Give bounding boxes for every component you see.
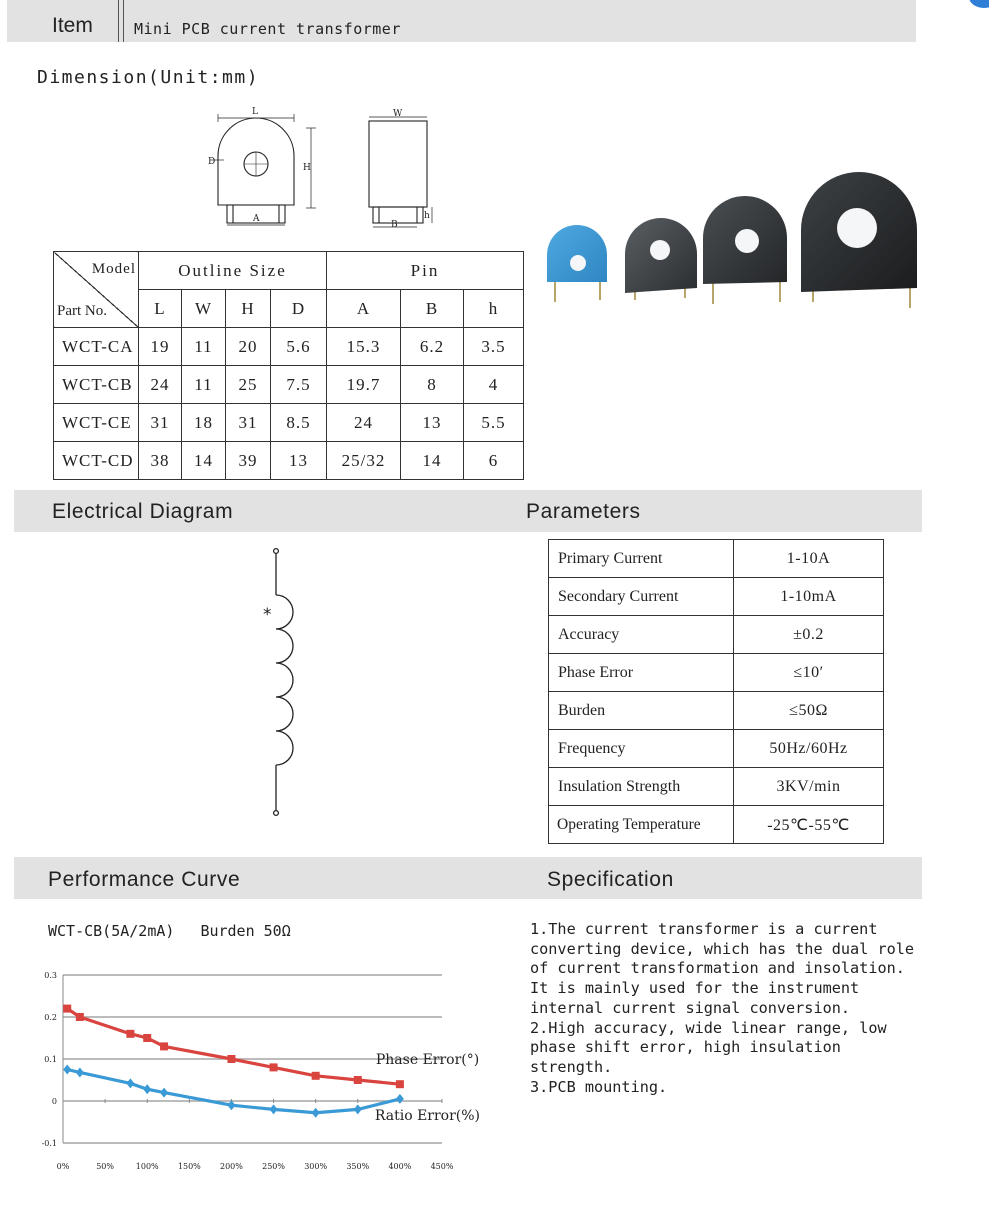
- table-cell: 39: [226, 442, 271, 480]
- side-body: [369, 121, 427, 207]
- table-cell: 15.3: [327, 328, 401, 366]
- corner-cell: [54, 252, 139, 328]
- y-tick-label: 0.3: [44, 971, 57, 980]
- param-name: Secondary Current: [549, 578, 734, 616]
- data-point: [63, 1065, 71, 1075]
- data-point: [354, 1104, 362, 1114]
- table-row: [54, 442, 524, 480]
- x-tick-label: 450%: [430, 1162, 454, 1171]
- series-label: Phase Error(°): [375, 1052, 480, 1069]
- data-point: [312, 1108, 320, 1118]
- data-point: [76, 1013, 84, 1021]
- dimension-title: Dimension(Unit:mm): [37, 67, 260, 88]
- table-row: [549, 540, 884, 578]
- series-line: [67, 1009, 400, 1085]
- performance-chart: [30, 960, 500, 1180]
- data-point: [227, 1055, 235, 1063]
- data-point: [143, 1034, 151, 1042]
- param-value: 3KV/min: [734, 768, 884, 806]
- transformer-large: [703, 196, 787, 304]
- x-tick-label: 400%: [388, 1162, 412, 1171]
- param-value: -25℃-55℃: [734, 806, 884, 844]
- table-cell: 4: [464, 366, 524, 404]
- parameters-title: Parameters: [526, 500, 641, 523]
- side-foot: [373, 207, 423, 223]
- table-row: [549, 578, 884, 616]
- part-number: WCT-CB: [54, 366, 139, 404]
- col-header: B: [401, 290, 464, 328]
- data-point: [396, 1094, 404, 1104]
- outline-drawing: [200, 100, 450, 235]
- label-B: B: [391, 220, 398, 230]
- table-cell: 7.5: [271, 366, 327, 404]
- transformer-small-blue: [547, 225, 607, 302]
- spec-item: 1.The current transformer is a current converting device, which has the dual role of current transformation and insolation. It is mainly used for the instrument internal current signal conversion.: [530, 920, 915, 1017]
- data-point: [270, 1063, 278, 1071]
- table-cell: 14: [182, 442, 226, 480]
- corner-part-no: Part No.: [57, 303, 107, 319]
- table-row: [549, 692, 884, 730]
- param-value: ≤50Ω: [734, 692, 884, 730]
- label-W: W: [393, 109, 403, 119]
- col-header: D: [271, 290, 327, 328]
- table-cell: 31: [139, 404, 182, 442]
- param-name: Burden: [549, 692, 734, 730]
- table-cell: 8.5: [271, 404, 327, 442]
- y-tick-label: 0.1: [44, 1055, 57, 1064]
- parameters-table: [548, 539, 884, 844]
- header-divider: [118, 0, 124, 42]
- col-header: W: [182, 290, 226, 328]
- table-cell: 8: [401, 366, 464, 404]
- label-D: D: [208, 157, 216, 167]
- table-cell: 19: [139, 328, 182, 366]
- data-point: [126, 1078, 134, 1088]
- dimension-table: [53, 251, 524, 480]
- electrical-diagram-title: Electrical Diagram: [52, 500, 234, 523]
- param-value: ±0.2: [734, 616, 884, 654]
- x-tick-label: 100%: [135, 1162, 159, 1171]
- x-tick-label: 250%: [262, 1162, 285, 1171]
- col-header: h: [464, 290, 524, 328]
- coil-diagram: [255, 540, 315, 825]
- polarity-mark: *: [263, 605, 272, 625]
- curve-model: WCT-CB(5A/2mA): [48, 922, 175, 940]
- table-row: [54, 328, 524, 366]
- spec-item: 2.High accuracy, wide linear range, low phase shift error, high insulation strength.: [530, 1018, 887, 1076]
- table-row: [549, 768, 884, 806]
- pin-header: Pin: [327, 252, 524, 290]
- item-label: Item: [52, 14, 93, 37]
- table-row: [549, 654, 884, 692]
- data-point: [143, 1084, 151, 1094]
- specification-title: Specification: [547, 868, 674, 891]
- specification-text: [530, 920, 925, 1097]
- table-cell: 5.6: [271, 328, 327, 366]
- data-point: [160, 1088, 168, 1098]
- x-tick-label: 150%: [177, 1162, 201, 1171]
- data-point: [312, 1072, 320, 1080]
- table-cell: 6: [464, 442, 524, 480]
- table-cell: 24: [139, 366, 182, 404]
- param-name: Accuracy: [549, 616, 734, 654]
- label-H: H: [303, 163, 311, 173]
- x-tick-label: 0%: [56, 1162, 70, 1171]
- part-number: WCT-CA: [54, 328, 139, 366]
- table-cell: 19.7: [327, 366, 401, 404]
- curve-subtitle: [48, 922, 291, 940]
- table-row: [549, 730, 884, 768]
- param-value: 1-10A: [734, 540, 884, 578]
- coil-winding: [276, 595, 293, 765]
- x-tick-label: 350%: [346, 1162, 370, 1171]
- corner-model: Model: [91, 261, 136, 277]
- data-point: [396, 1080, 404, 1088]
- data-point: [126, 1030, 134, 1038]
- label-h: h: [424, 211, 430, 221]
- part-number: WCT-CD: [54, 442, 139, 480]
- table-cell: 3.5: [464, 328, 524, 366]
- table-cell: 31: [226, 404, 271, 442]
- table-row: [549, 616, 884, 654]
- y-tick-label: 0: [51, 1097, 57, 1106]
- table-cell: 25/32: [327, 442, 401, 480]
- curve-burden: Burden 50Ω: [200, 922, 291, 940]
- corner-accent: [969, 0, 989, 8]
- y-tick-label: -0.1: [41, 1139, 57, 1148]
- table-row: [54, 404, 524, 442]
- table-cell: 11: [182, 366, 226, 404]
- col-header: L: [139, 290, 182, 328]
- param-name: Frequency: [549, 730, 734, 768]
- param-value: ≤10′: [734, 654, 884, 692]
- table-cell: 24: [327, 404, 401, 442]
- performance-curve-title: Performance Curve: [48, 868, 241, 891]
- x-tick-label: 300%: [304, 1162, 328, 1171]
- param-value: 50Hz/60Hz: [734, 730, 884, 768]
- label-L: L: [252, 107, 258, 117]
- param-name: Insulation Strength: [549, 768, 734, 806]
- x-tick-label: 200%: [220, 1162, 243, 1171]
- table-cell: 18: [182, 404, 226, 442]
- param-value: 1-10mA: [734, 578, 884, 616]
- table-cell: 5.5: [464, 404, 524, 442]
- param-name: Primary Current: [549, 540, 734, 578]
- series-label: Ratio Error(%): [374, 1107, 481, 1124]
- data-point: [63, 1005, 71, 1013]
- y-tick-label: 0.2: [44, 1013, 57, 1022]
- table-cell: 11: [182, 328, 226, 366]
- data-point: [354, 1076, 362, 1084]
- table-cell: 13: [271, 442, 327, 480]
- data-point: [76, 1067, 84, 1077]
- data-point: [160, 1042, 168, 1050]
- data-point: [270, 1104, 278, 1114]
- header-title: Mini PCB current transformer: [134, 20, 401, 38]
- col-header: H: [226, 290, 271, 328]
- table-cell: 25: [226, 366, 271, 404]
- transformer-xlarge: [801, 172, 917, 308]
- product-photo: [545, 170, 925, 310]
- table-cell: 38: [139, 442, 182, 480]
- table-cell: 6.2: [401, 328, 464, 366]
- outline-size-header: Outline Size: [139, 252, 327, 290]
- transformer-medium: [625, 218, 697, 300]
- table-row: [54, 366, 524, 404]
- col-header: A: [327, 290, 401, 328]
- table-cell: 14: [401, 442, 464, 480]
- spec-item: 3.PCB mounting.: [530, 1077, 668, 1096]
- param-name: Phase Error: [549, 654, 734, 692]
- param-name: Operating Temperature: [549, 806, 734, 844]
- x-tick-label: 50%: [96, 1162, 115, 1171]
- label-A: A: [253, 214, 260, 224]
- table-cell: 13: [401, 404, 464, 442]
- part-number: WCT-CE: [54, 404, 139, 442]
- table-cell: 20: [226, 328, 271, 366]
- table-row: [549, 806, 884, 844]
